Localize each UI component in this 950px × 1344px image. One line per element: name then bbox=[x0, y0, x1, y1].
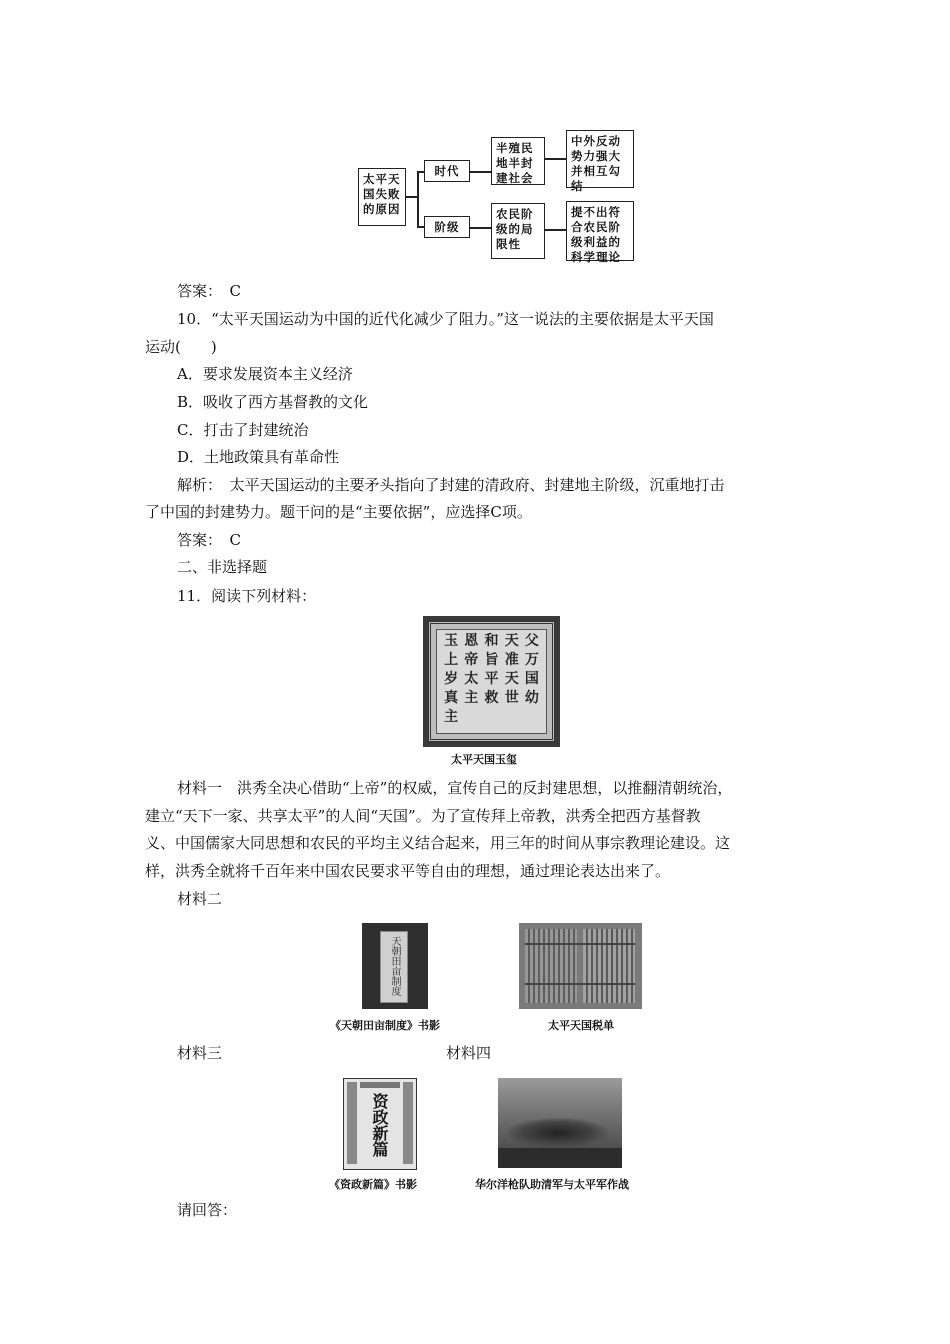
seal-char: 幼 bbox=[524, 690, 539, 706]
seal-char: 主 bbox=[464, 690, 479, 706]
q10-analysis-line1: 解析： 太平天国运动的主要矛头指向了封建的清政府、封建地主阶级，沉重地打击 bbox=[177, 476, 725, 494]
q10-option-b: B．吸收了西方基督教的文化 bbox=[177, 393, 369, 411]
material2-label: 材料二 bbox=[177, 890, 223, 908]
seal-char: 平 bbox=[484, 671, 499, 687]
seal-char: 帝 bbox=[464, 652, 479, 668]
q10-answer: 答案： C bbox=[177, 531, 241, 549]
ask-line: 请回答： bbox=[177, 1201, 238, 1219]
new-policy-book-image bbox=[343, 1078, 417, 1170]
q10-option-c: C．打击了封建统治 bbox=[177, 421, 309, 439]
material1-line4: 样，洪秀全就将千百年来中国农民要求平等自由的理想，通过理论表达出来了。 bbox=[145, 862, 671, 880]
seal-char: 恩 bbox=[464, 633, 479, 649]
field-system-book-image bbox=[362, 923, 428, 1009]
seal-char: 岁 bbox=[444, 671, 459, 687]
diagram-branch-era: 时代 bbox=[424, 160, 470, 182]
new-policy-book-caption: 《资政新篇》书影 bbox=[329, 1178, 417, 1191]
material3-label: 材料三 bbox=[177, 1044, 223, 1062]
answer-q9: 答案： C bbox=[177, 282, 241, 300]
book-title-text: 天朝田亩制度 bbox=[389, 936, 400, 996]
seal-char: 旨 bbox=[484, 652, 499, 668]
material4-label: 材料四 bbox=[446, 1044, 492, 1062]
battle-image bbox=[498, 1078, 622, 1168]
diagram-root-box: 太平天国失败的原因 bbox=[358, 168, 406, 226]
seal-char: 救 bbox=[484, 690, 499, 706]
material1-line2: 建立“天下一家、共享太平”的人间“天国”。为了宣传拜上帝教，洪秀全把西方基督教 bbox=[145, 807, 701, 825]
seal-char: 主 bbox=[444, 709, 459, 725]
q10-option-a: A．要求发展资本主义经济 bbox=[177, 365, 353, 383]
q10-stem-line2: 运动( ) bbox=[145, 338, 217, 356]
book-title-text: 资政新篇 bbox=[370, 1093, 389, 1157]
tax-receipt-image bbox=[519, 923, 642, 1009]
diagram-mid-society: 半殖民地半封建社会 bbox=[491, 137, 545, 185]
seal-image bbox=[423, 616, 560, 747]
tax-receipt-caption: 太平天国税单 bbox=[548, 1019, 614, 1032]
battle-caption: 华尔洋枪队助清军与太平军作战 bbox=[475, 1178, 629, 1191]
q10-stem-line1: 10．“太平天国运动为中国的近代化减少了阻力。”这一说法的主要依据是太平天国 bbox=[177, 310, 714, 328]
seal-caption: 太平天国玉玺 bbox=[451, 753, 517, 766]
material1-line1: 材料一 洪秀全决心借助“上帝”的权威，宣传自己的反封建思想，以推翻清朝统治， bbox=[177, 779, 733, 797]
seal-char: 太 bbox=[464, 671, 479, 687]
seal-char: 准 bbox=[504, 652, 519, 668]
seal-char: 和 bbox=[484, 633, 499, 649]
diagram-branch-class: 阶级 bbox=[424, 216, 470, 238]
diagram-end-forces: 中外反动势力强大并相互勾结 bbox=[566, 130, 634, 188]
q11-intro: 11．阅读下列材料： bbox=[177, 587, 317, 605]
diagram-mid-limits: 农民阶级的局限性 bbox=[491, 203, 545, 259]
seal-char: 天 bbox=[504, 671, 519, 687]
seal-char: 上 bbox=[444, 652, 459, 668]
seal-char: 国 bbox=[524, 671, 539, 687]
diagram-end-theory: 提不出符合农民阶级利益的科学理论 bbox=[566, 201, 634, 261]
q10-option-d: D．土地政策具有革命性 bbox=[177, 448, 340, 466]
seal-char: 世 bbox=[504, 690, 519, 706]
seal-char: 万 bbox=[524, 652, 539, 668]
seal-char: 真 bbox=[444, 690, 459, 706]
q10-analysis-line2: 了中国的封建势力。题干问的是“主要依据”，应选择C项。 bbox=[145, 503, 532, 521]
seal-char: 玉 bbox=[444, 633, 459, 649]
seal-char: 天 bbox=[504, 633, 519, 649]
material1-line3: 义、中国儒家大同思想和农民的平均主义结合起来，用三年的时间从事宗教理论建设。这 bbox=[145, 834, 731, 852]
seal-char: 父 bbox=[524, 633, 539, 649]
field-system-book-caption: 《天朝田亩制度》书影 bbox=[330, 1019, 440, 1032]
section-heading: 二、非选择题 bbox=[177, 558, 268, 576]
